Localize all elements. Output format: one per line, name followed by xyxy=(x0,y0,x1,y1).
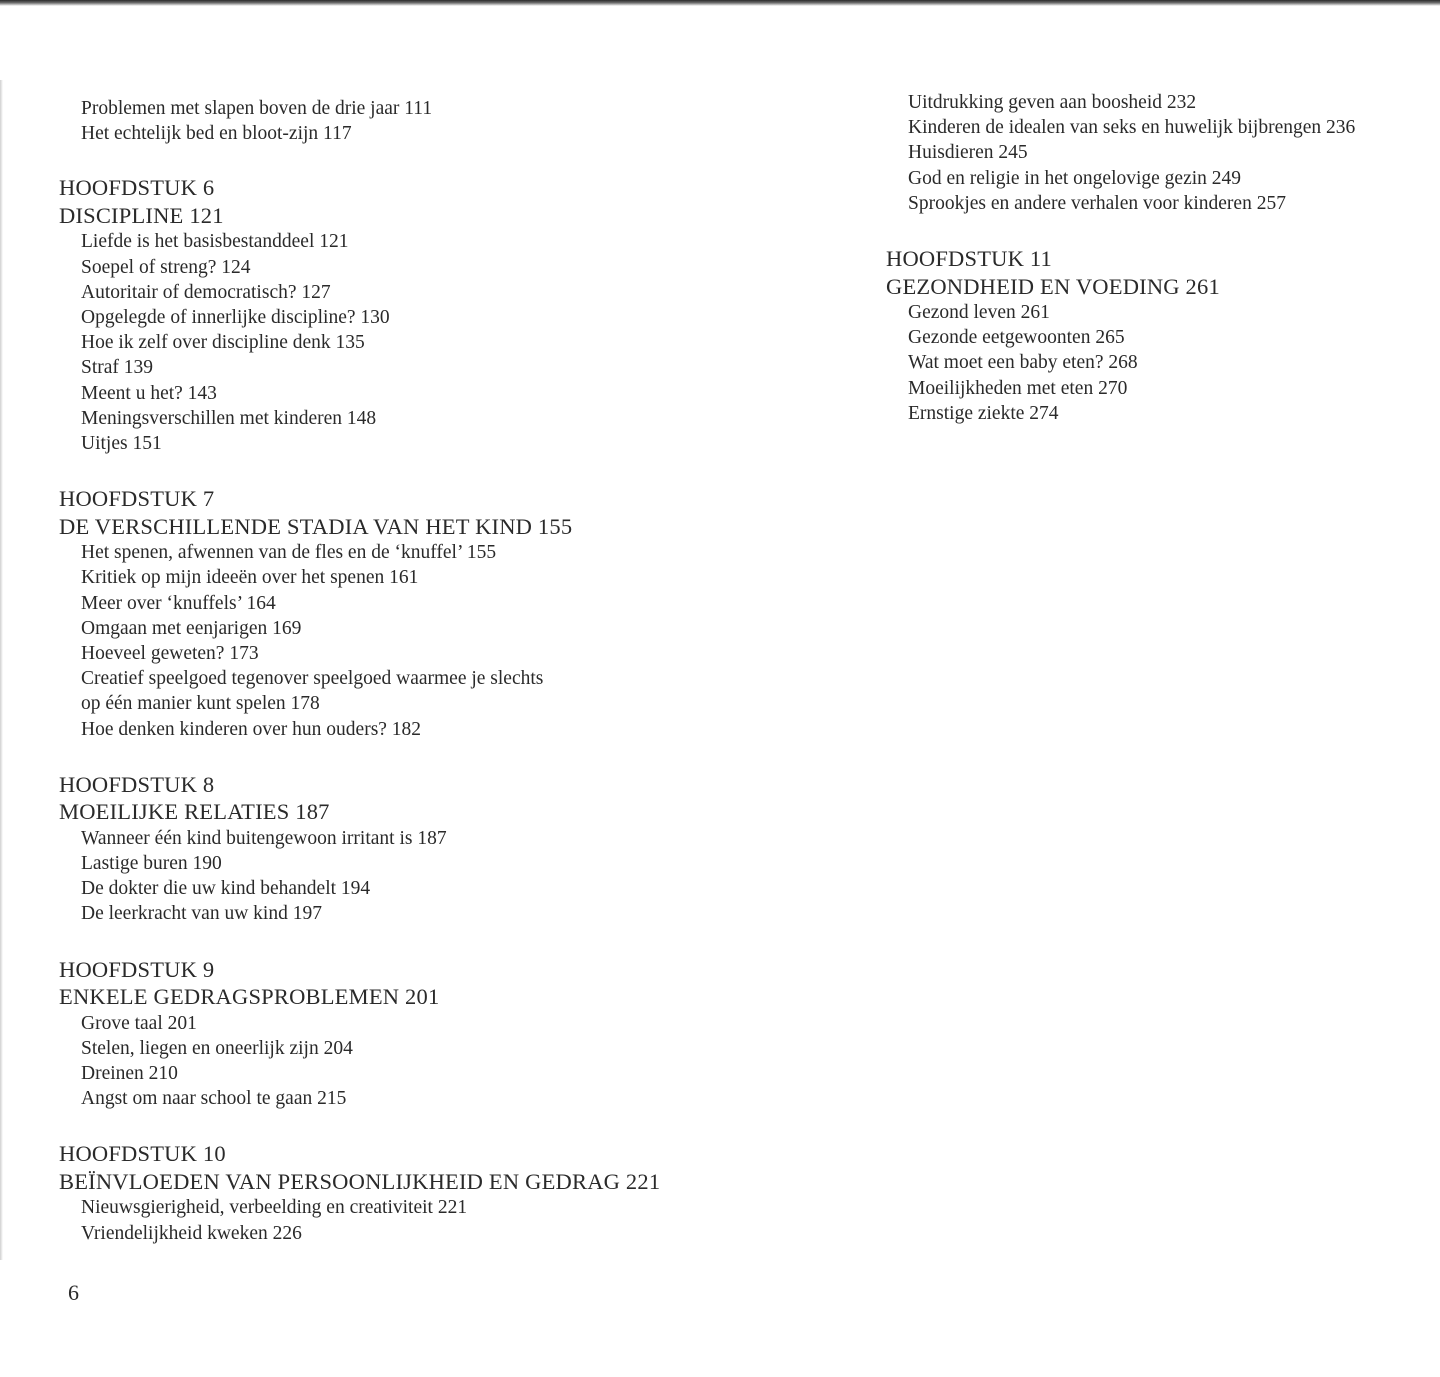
chapter-heading: HOOFDSTUK 6 xyxy=(59,175,215,201)
toc-entry: Hoe denken kinderen over hun ouders? 182 xyxy=(81,718,422,740)
toc-entry: Kritiek op mijn ideeën over het spenen 161 xyxy=(81,567,419,589)
chapter-10 xyxy=(59,1140,779,1245)
chapter-11 xyxy=(886,245,1431,426)
chapter-9 xyxy=(59,956,779,1112)
chapter-heading: HOOFDSTUK 7 xyxy=(59,486,215,512)
toc-right-column xyxy=(886,90,1431,426)
toc-entry: Angst om naar school te gaan 215 xyxy=(81,1088,347,1110)
toc-entry: Sprookjes en andere verhalen voor kinderen 257 xyxy=(908,192,1286,214)
toc-entry: Kinderen de idealen van seks en huwelijk bijbrengen 236 xyxy=(908,117,1356,139)
chapter-heading: HOOFDSTUK 11 xyxy=(886,246,1052,272)
toc-entry: Soepel of streng? 124 xyxy=(81,256,251,278)
toc-entry: Uitdrukking geven aan boosheid 232 xyxy=(908,92,1197,113)
toc-entry: Het spenen, afwennen van de fles en de ‘knuffel’ 155 xyxy=(81,542,497,564)
page-number: 6 xyxy=(68,1280,79,1305)
toc-entry: Liefde is het basisbestanddeel 121 xyxy=(81,231,349,253)
toc-entry: Gezond leven 261 xyxy=(908,302,1050,324)
toc-entry: Het echtelijk bed en bloot-zijn 117 xyxy=(81,123,352,145)
toc-entry: Straf 139 xyxy=(81,357,154,379)
toc-entry: Creatief speelgoed tegenover speelgoed waarmee je slechts xyxy=(81,668,544,690)
toc-entry: Grove taal 201 xyxy=(81,1012,197,1034)
toc-entry: Wanneer één kind buitengewoon irritant is 187 xyxy=(81,827,447,849)
toc-entry: Wat moet een baby eten? 268 xyxy=(908,352,1138,374)
page-left-edge xyxy=(0,80,3,1260)
toc-entry: Huisdieren 245 xyxy=(908,142,1028,164)
toc-entry: Dreinen 210 xyxy=(81,1063,178,1085)
toc-entry: Meer over ‘knuffels’ 164 xyxy=(81,592,276,614)
toc-entry: Lastige buren 190 xyxy=(81,853,222,875)
chapter-title: ENKELE GEDRAGSPROBLEMEN 201 xyxy=(59,984,440,1010)
toc-entry: Stelen, liegen en oneerlijk zijn 204 xyxy=(81,1037,353,1059)
toc-entry: God en religie in het ongelovige gezin 249 xyxy=(908,167,1242,189)
toc-entry: Hoe ik zelf over discipline denk 135 xyxy=(81,332,365,354)
toc-entry: De leerkracht van uw kind 197 xyxy=(81,903,322,925)
page-top-edge xyxy=(0,0,1440,6)
toc-entry: Meningsverschillen met kinderen 148 xyxy=(81,407,377,429)
chapter-heading: HOOFDSTUK 10 xyxy=(59,1141,226,1167)
toc-entry: Omgaan met eenjarigen 169 xyxy=(81,617,302,639)
toc-entry: Problemen met slapen boven de drie jaar 111 xyxy=(81,98,433,119)
chapter-entries xyxy=(59,540,779,742)
chapter-entries xyxy=(59,229,779,456)
chapter-title: GEZONDHEID EN VOEDING 261 xyxy=(886,273,1220,299)
toc-entry: Hoeveel geweten? 173 xyxy=(81,643,259,665)
toc-entry: Vriendelijkheid kweken 226 xyxy=(81,1222,302,1244)
chapter-8 xyxy=(59,771,779,927)
toc-entry: Meent u het? 143 xyxy=(81,382,217,404)
toc-entry: Moeilijkheden met eten 270 xyxy=(908,377,1128,399)
chapter-heading: HOOFDSTUK 9 xyxy=(59,956,215,982)
toc-entry: Uitjes 151 xyxy=(81,433,162,455)
chapter-7 xyxy=(59,485,779,742)
toc-entry: Opgelegde of innerlijke discipline? 130 xyxy=(81,307,390,329)
chapter-title: DE VERSCHILLENDE STADIA VAN HET KIND 155 xyxy=(59,513,573,539)
toc-left-column xyxy=(59,96,779,1246)
toc-entry: De dokter die uw kind behandelt 194 xyxy=(81,878,371,900)
toc-entry: Autoritair of democratisch? 127 xyxy=(81,281,331,303)
chapter-entries xyxy=(59,1195,779,1245)
chapter-heading: HOOFDSTUK 8 xyxy=(59,771,215,797)
chapter-entries xyxy=(59,826,779,927)
toc-entry: Ernstige ziekte 274 xyxy=(908,402,1059,424)
toc-entry: Gezonde eetgewoonten 265 xyxy=(908,327,1125,349)
chapter-entries xyxy=(886,300,1431,426)
toc-lead-entries xyxy=(886,90,1431,216)
chapter-title: MOEILIJKE RELATIES 187 xyxy=(59,799,330,825)
toc-lead-entries xyxy=(59,96,779,146)
chapter-title: BEÏNVLOEDEN VAN PERSOONLIJKHEID EN GEDRAG 221 xyxy=(59,1168,661,1194)
toc-entry: op één manier kunt spelen 178 xyxy=(81,693,320,715)
chapter-entries xyxy=(59,1011,779,1112)
chapter-title: DISCIPLINE 121 xyxy=(59,202,224,228)
chapter-6 xyxy=(59,174,779,456)
toc-entry: Nieuwsgierigheid, verbeelding en creativiteit 221 xyxy=(81,1197,468,1219)
